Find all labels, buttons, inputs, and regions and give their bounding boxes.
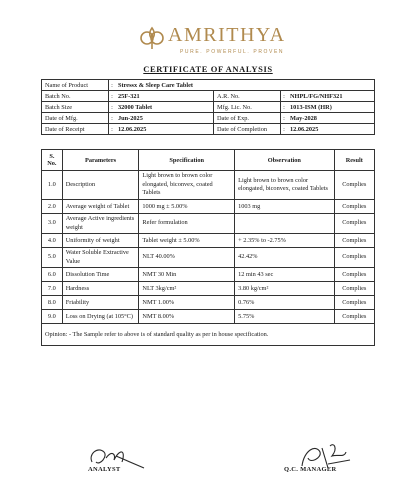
info-separator: : xyxy=(109,124,116,135)
row-parameter: Average weight of Tablet xyxy=(62,200,139,214)
row-specification: NMT 1.00% xyxy=(139,296,235,310)
row-parameter: Average Active ingredients weight xyxy=(62,214,139,234)
table-row xyxy=(42,234,375,248)
info-separator: : xyxy=(109,80,116,91)
row-observation: + 2.35% to -2.75% xyxy=(235,234,334,248)
row-observation: 42.42% xyxy=(235,248,334,268)
table-row xyxy=(42,310,375,324)
row-result: Complies xyxy=(334,171,374,200)
lotus-icon xyxy=(138,24,166,52)
info-label: Date of Completion xyxy=(214,124,281,135)
date-of-exp: May-2028 xyxy=(287,113,375,124)
row-observation: 0.76% xyxy=(235,296,334,310)
row-specification: 1000 mg ± 5.00% xyxy=(139,200,235,214)
info-label: Batch No. xyxy=(42,91,109,102)
row-sn: 5.0 xyxy=(42,248,63,268)
col-header-specification: Specification xyxy=(139,150,235,171)
info-label: Date of Receipt xyxy=(42,124,109,135)
info-label: A.R. No. xyxy=(214,91,281,102)
product-name: Stressx & Sleep Care Tablet xyxy=(115,80,375,91)
ar-no: NHPL/FG/NHF321 xyxy=(287,91,375,102)
info-separator: : xyxy=(281,102,288,113)
table-header-row xyxy=(42,150,375,171)
table-row xyxy=(42,171,375,200)
info-label: Batch Size xyxy=(42,102,109,113)
row-specification: Refer formulation xyxy=(139,214,235,234)
batch-no: 25F-321 xyxy=(115,91,214,102)
info-row-dates xyxy=(42,113,375,124)
info-separator: : xyxy=(281,124,288,135)
analysis-table xyxy=(41,149,375,346)
row-result: Complies xyxy=(334,282,374,296)
row-result: Complies xyxy=(334,296,374,310)
info-row-size xyxy=(42,102,375,113)
row-observation: 1003 mg xyxy=(235,200,334,214)
row-observation: 5.75% xyxy=(235,310,334,324)
row-specification: NMT 8.00% xyxy=(139,310,235,324)
col-header-sn: S. No. xyxy=(42,150,63,171)
date-of-receipt: 12.06.2025 xyxy=(115,124,214,135)
table-row xyxy=(42,282,375,296)
opinion-row xyxy=(42,324,375,346)
row-specification: Tablet weight ± 5.00% xyxy=(139,234,235,248)
row-parameter: Uniformity of weight xyxy=(62,234,139,248)
row-observation: Light brown to brown color elongated, biconvex, coated Tablets xyxy=(235,171,334,200)
qc-manager-label: Q.C. MANAGER xyxy=(284,466,337,473)
row-result: Complies xyxy=(334,214,374,234)
mfg-lic-no: 1013-ISM (HR) xyxy=(287,102,375,113)
info-separator: : xyxy=(109,113,116,124)
brand-tagline: PURE. POWERFUL. PROVEN xyxy=(180,49,285,55)
row-sn: 1.0 xyxy=(42,171,63,200)
row-result: Complies xyxy=(334,234,374,248)
date-of-completion: 12.06.2025 xyxy=(287,124,375,135)
info-separator: : xyxy=(109,91,116,102)
certificate-title: CERTIFICATE OF ANALYSIS xyxy=(143,64,273,74)
info-separator: : xyxy=(109,102,116,113)
table-row xyxy=(42,268,375,282)
row-result: Complies xyxy=(334,268,374,282)
info-separator: : xyxy=(281,113,288,124)
row-parameter: Hardness xyxy=(62,282,139,296)
row-sn: 9.0 xyxy=(42,310,63,324)
info-label: Mfg. Lic. No. xyxy=(214,102,281,113)
row-parameter: Dissolution Time xyxy=(62,268,139,282)
row-observation xyxy=(235,214,334,234)
row-specification: NLT 3kg/cm² xyxy=(139,282,235,296)
row-sn: 8.0 xyxy=(42,296,63,310)
row-specification: Light brown to brown color elongated, biconvex, coated Tablets xyxy=(139,171,235,200)
row-sn: 6.0 xyxy=(42,268,63,282)
opinion-text: Opinion: - The Sample refer to above is of standard quality as per in house specification. xyxy=(42,324,375,346)
table-row xyxy=(42,200,375,214)
info-row-product xyxy=(42,80,375,91)
table-row xyxy=(42,214,375,234)
row-parameter: Water Soluble Extractive Value xyxy=(62,248,139,268)
row-specification: NMT 30 Min xyxy=(139,268,235,282)
row-result: Complies xyxy=(334,248,374,268)
row-sn: 3.0 xyxy=(42,214,63,234)
product-info-table xyxy=(41,79,375,135)
row-sn: 7.0 xyxy=(42,282,63,296)
row-observation: 12 min 43 sec xyxy=(235,268,334,282)
row-parameter: Description xyxy=(62,171,139,200)
date-of-mfg: Jun-2025 xyxy=(115,113,214,124)
brand-logo xyxy=(0,22,416,62)
row-sn: 2.0 xyxy=(42,200,63,214)
col-header-result: Result xyxy=(334,150,374,171)
batch-size: 32000 Tablet xyxy=(115,102,214,113)
info-row-batch xyxy=(42,91,375,102)
row-result: Complies xyxy=(334,200,374,214)
info-label: Name of Product xyxy=(42,80,109,91)
info-label: Date of Mfg. xyxy=(42,113,109,124)
row-parameter: Friability xyxy=(62,296,139,310)
row-sn: 4.0 xyxy=(42,234,63,248)
col-header-observation: Observation xyxy=(235,150,334,171)
row-result: Complies xyxy=(334,310,374,324)
row-parameter: Loss on Drying (at 105°C) xyxy=(62,310,139,324)
row-observation: 3.80 kg/cm² xyxy=(235,282,334,296)
info-label: Date of Exp. xyxy=(214,113,281,124)
table-row xyxy=(42,296,375,310)
brand-name: AMRITHYA xyxy=(168,24,286,46)
col-header-parameters: Parameters xyxy=(62,150,139,171)
analyst-label: ANALYST xyxy=(88,466,121,473)
info-separator: : xyxy=(281,91,288,102)
row-specification: NLT 40.00% xyxy=(139,248,235,268)
table-row xyxy=(42,248,375,268)
info-row-receipt xyxy=(42,124,375,135)
